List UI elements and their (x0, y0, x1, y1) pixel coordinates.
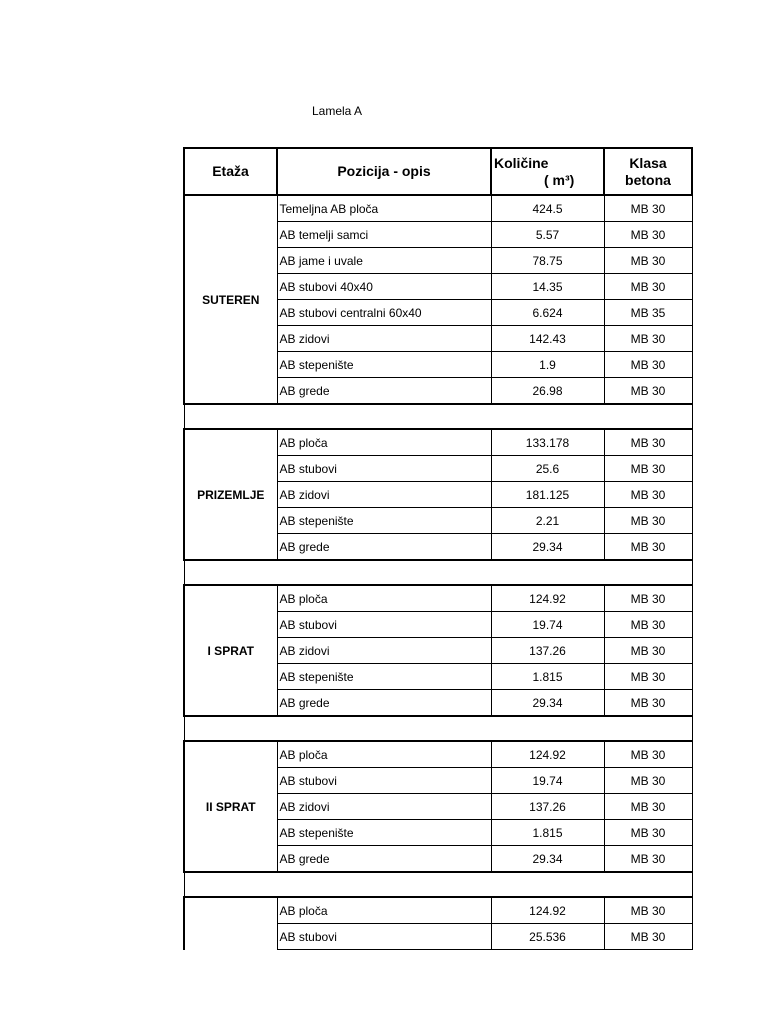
position-cell: AB stepenište (277, 508, 491, 534)
table-row (184, 897, 692, 924)
position-cell: AB stepenište (277, 352, 491, 378)
concrete-quantities-table (183, 147, 693, 950)
quantity-cell: 137.26 (491, 794, 604, 820)
quantity-cell: 19.74 (491, 612, 604, 638)
concrete-class-cell: MB 30 (604, 222, 692, 248)
quantity-cell: 137.26 (491, 638, 604, 664)
floor-label: I SPRAT (184, 585, 277, 716)
position-cell: AB ploča (277, 429, 491, 456)
concrete-class-cell: MB 35 (604, 300, 692, 326)
quantity-cell: 133.178 (491, 429, 604, 456)
quantity-cell: 25.6 (491, 456, 604, 482)
header-class-line2: betona (625, 171, 671, 188)
concrete-class-cell: MB 30 (604, 768, 692, 794)
quantity-cell: 1.815 (491, 820, 604, 846)
quantity-cell: 1.815 (491, 664, 604, 690)
position-cell: AB zidovi (277, 326, 491, 352)
concrete-class-cell: MB 30 (604, 638, 692, 664)
spacer-row (184, 404, 692, 429)
concrete-class-cell: MB 30 (604, 482, 692, 508)
position-cell: AB ploča (277, 741, 491, 768)
floor-label: PRIZEMLJE (184, 429, 277, 560)
quantity-cell: 124.92 (491, 897, 604, 924)
spacer-cell (184, 560, 692, 585)
quantity-cell: 5.57 (491, 222, 604, 248)
quantity-cell: 1.9 (491, 352, 604, 378)
header-quantity (491, 148, 604, 195)
concrete-class-cell: MB 30 (604, 352, 692, 378)
concrete-class-cell: MB 30 (604, 690, 692, 717)
concrete-class-cell: MB 30 (604, 897, 692, 924)
quantity-cell: 424.5 (491, 195, 604, 222)
position-cell: AB ploča (277, 585, 491, 612)
spacer-cell (184, 716, 692, 741)
position-cell: AB grede (277, 378, 491, 405)
spacer-row (184, 716, 692, 741)
concrete-class-cell: MB 30 (604, 585, 692, 612)
position-cell: AB stubovi (277, 456, 491, 482)
concrete-class-cell: MB 30 (604, 612, 692, 638)
quantity-cell: 124.92 (491, 741, 604, 768)
concrete-class-cell: MB 30 (604, 820, 692, 846)
concrete-class-cell: MB 30 (604, 274, 692, 300)
position-cell: Temeljna AB ploča (277, 195, 491, 222)
position-cell: AB stubovi (277, 924, 491, 950)
quantity-cell: 29.34 (491, 534, 604, 561)
position-cell: AB ploča (277, 897, 491, 924)
quantity-cell: 181.125 (491, 482, 604, 508)
header-class-line1: Klasa (629, 154, 667, 171)
position-cell: AB stubovi centralni 60x40 (277, 300, 491, 326)
position-cell: AB jame i uvale (277, 248, 491, 274)
position-cell: AB stubovi 40x40 (277, 274, 491, 300)
spacer-row (184, 560, 692, 585)
quantity-cell: 6.624 (491, 300, 604, 326)
position-cell: AB grede (277, 846, 491, 873)
table-row (184, 741, 692, 768)
floor-label (184, 897, 277, 950)
quantity-cell: 2.21 (491, 508, 604, 534)
table-header (184, 148, 692, 195)
table-row (184, 585, 692, 612)
position-cell: AB zidovi (277, 794, 491, 820)
concrete-class-cell: MB 30 (604, 534, 692, 561)
position-cell: AB stubovi (277, 612, 491, 638)
quantity-cell: 14.35 (491, 274, 604, 300)
concrete-class-cell: MB 30 (604, 508, 692, 534)
spacer-cell (184, 872, 692, 897)
concrete-class-cell: MB 30 (604, 846, 692, 873)
concrete-class-cell: MB 30 (604, 326, 692, 352)
table-body (184, 195, 692, 950)
concrete-class-cell: MB 30 (604, 456, 692, 482)
position-cell: AB stepenište (277, 820, 491, 846)
position-cell: AB zidovi (277, 482, 491, 508)
quantity-cell: 19.74 (491, 768, 604, 794)
header-position: Pozicija - opis (277, 148, 491, 195)
quantity-cell: 124.92 (491, 585, 604, 612)
position-cell: AB grede (277, 690, 491, 717)
table-row (184, 429, 692, 456)
spacer-cell (184, 404, 692, 429)
floor-label: SUTEREN (184, 195, 277, 404)
concrete-class-cell: MB 30 (604, 664, 692, 690)
header-quantity-line2: ( m³) (544, 171, 575, 188)
header-quantity-line1: Količine (494, 154, 549, 171)
concrete-class-cell: MB 30 (604, 924, 692, 950)
position-cell: AB grede (277, 534, 491, 561)
position-cell: AB temelji samci (277, 222, 491, 248)
concrete-class-cell: MB 30 (604, 248, 692, 274)
floor-label: II SPRAT (184, 741, 277, 872)
header-floor: Etaža (184, 148, 277, 195)
table-row (184, 195, 692, 222)
quantity-cell: 26.98 (491, 378, 604, 405)
concrete-class-cell: MB 30 (604, 429, 692, 456)
concrete-class-cell: MB 30 (604, 378, 692, 405)
quantity-cell: 25.536 (491, 924, 604, 950)
spacer-row (184, 872, 692, 897)
concrete-class-cell: MB 30 (604, 195, 692, 222)
quantity-cell: 78.75 (491, 248, 604, 274)
concrete-class-cell: MB 30 (604, 794, 692, 820)
concrete-class-cell: MB 30 (604, 741, 692, 768)
quantity-cell: 29.34 (491, 846, 604, 873)
position-cell: AB stepenište (277, 664, 491, 690)
position-cell: AB zidovi (277, 638, 491, 664)
document-caption: Lamela A (312, 104, 363, 118)
header-concrete-class (604, 148, 692, 195)
quantity-cell: 142.43 (491, 326, 604, 352)
position-cell: AB stubovi (277, 768, 491, 794)
quantity-cell: 29.34 (491, 690, 604, 717)
